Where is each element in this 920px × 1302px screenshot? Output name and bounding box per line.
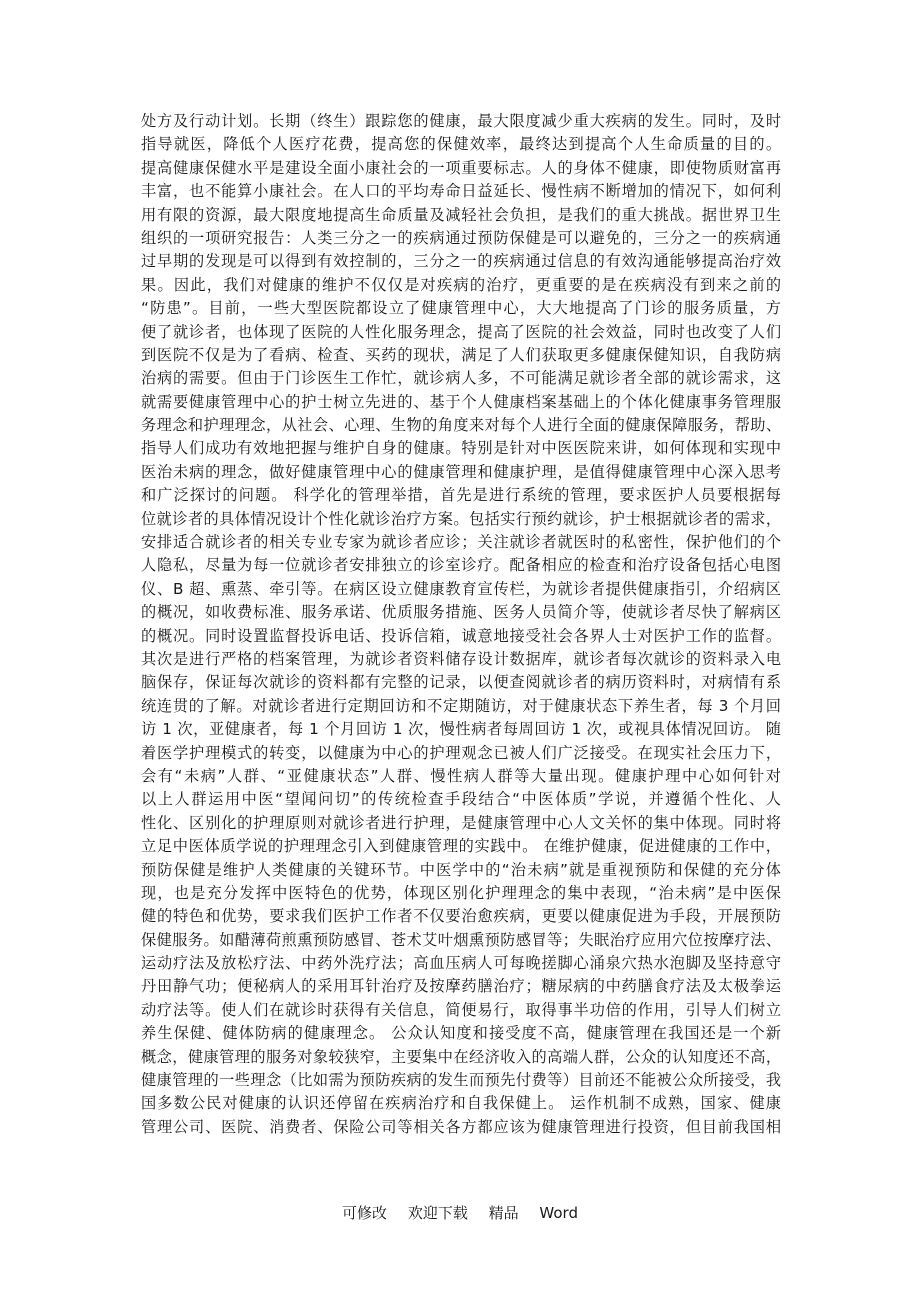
text-line: 动疗法等。使人们在就诊时获得有关信息，简便易行，取得事半功倍的作用，引导人们树立 [141, 1000, 781, 1019]
page-footer [0, 1203, 920, 1223]
text-line: 务理念和护理理念，从社会、心理、生物的角度来对每个人进行全面的健康保障服务，帮助、 [141, 416, 781, 435]
footer-editable-label: 可修改 [342, 1204, 388, 1222]
text-line: 健的特色和优势，要求我们医护工作者不仅要治愈疾病，更要以健康促进为手段，开展预防 [141, 907, 781, 926]
text-line: 健康管理的一些理念（比如需为预防疾病的发生而预先付费等）目前还不能被公众所接受，我 [141, 1071, 781, 1090]
footer-format-label: Word [539, 1204, 578, 1222]
text-line: 统连贯的了解。对就诊者进行定期回访和不定期随访，对于健康状态下养生者，每 3 个月回 [141, 696, 781, 715]
text-line: 丰富，也不能算小康社会。在人口的平均寿命日益延长、慢性病不断增加的情况下，如何利 [141, 182, 781, 201]
text-line: 其次是进行严格的档案管理，为就诊者资料储存设计数据库，就诊者每次就诊的资料录入电 [141, 649, 781, 668]
text-line: 组织的一项研究报告：人类三分之一的疾病通过预防保健是可以避免的，三分之一的疾病通 [141, 228, 781, 247]
text-line: 人隐私，尽量为每一位就诊者安排独立的诊室诊疗。配备相应的检查和治疗设备包括心电图 [141, 556, 781, 575]
text-line: 仪、B 超、熏蒸、牵引等。在病区设立健康教育宣传栏，为就诊者提供健康指引，介绍病区 [141, 579, 781, 598]
text-line: 过早期的发现是可以得到有效控制的，三分之一的疾病通过信息的有效沟通能够提高治疗效 [141, 252, 781, 271]
text-line: 国多数公民对健康的认识还停留在疾病治疗和自我保健上。 运作机制不成熟，国家、健康 [141, 1094, 781, 1113]
text-line: 位就诊者的具体情况设计个性化就诊治疗方案。包括实行预约就诊，护士根据就诊者的需求， [141, 509, 781, 528]
text-line: 便了就诊者，也体现了医院的人性化服务理念，提高了医院的社会效益，同时也改变了人们 [141, 322, 781, 341]
text-line: 运动疗法及放松疗法、中药外洗疗法；高血压病人可每晚搓脚心涌泉穴热水泡脚及坚持意守 [141, 954, 781, 973]
text-line: 以上人群运用中医“望闻问切”的传统检查手段结合“中医体质”学说，并遵循个性化、人 [141, 790, 781, 809]
text-line: 保健服务。如醋薄荷煎熏预防感冒、苍术艾叶烟熏预防感冒等；失眠治疗应用穴位按摩疗法、 [141, 930, 781, 949]
text-line: 脑保存，保证每次就诊的资料都有完整的记录，以便查阅就诊者的病历资料时，对病情有系 [141, 673, 781, 692]
text-line: 处方及行动计划。长期（终生）跟踪您的健康，最大限度减少重大疾病的发生。同时，及时 [141, 112, 781, 130]
text-line: “防患”。目前，一些大型医院都设立了健康管理中心，大大地提高了门诊的服务质量，方 [141, 299, 781, 318]
text-line: 医治未病的理念，做好健康管理中心的健康管理和健康护理，是值得健康管理中心深入思考 [141, 462, 781, 481]
text-line: 访 1 次，亚健康者，每 1 个月回访 1 次，慢性病者每周回访 1 次，或视具体情况回访。 随 [141, 720, 781, 739]
footer-quality-label: 精品 [488, 1204, 519, 1222]
text-line: 的概况。同时设置监督投诉电话、投诉信箱，诚意地接受社会各界人士对医护工作的监督。 [141, 626, 781, 645]
text-line: 和广泛探讨的问题。 科学化的管理举措，首先是进行系统的管理，要求医护人员要根据每 [141, 486, 781, 505]
text-line: 指导就医，降低个人医疗花费，提高您的保健效率，最终达到提高个人生命质量的目的。 [141, 135, 781, 154]
text-line: 着医学护理模式的转变，以健康为中心的护理观念已被人们广泛接受。在现实社会压力下， [141, 743, 781, 762]
text-line: 的概况，如收费标准、服务承诺、优质服务措施、医务人员简介等，使就诊者尽快了解病区 [141, 603, 781, 622]
text-line: 概念，健康管理的服务对象较狭窄，主要集中在经济收入的高端人群，公众的认知度还不高， [141, 1047, 781, 1066]
text-line: 管理公司、医院、消费者、保险公司等相关各方都应该为健康管理进行投资，但目前我国相 [141, 1117, 781, 1136]
text-line: 就需要健康管理中心的护士树立先进的、基于个人健康档案基础上的个体化健康事务管理服 [141, 392, 781, 411]
text-line: 治病的需要。但由于门诊医生工作忙，就诊病人多，不可能满足就诊者全部的就诊需求，这 [141, 369, 781, 388]
text-line: 立足中医体质学说的护理理念引入到健康管理的实践中。 在维护健康，促进健康的工作中， [141, 837, 781, 856]
text-line: 现，也是充分发挥中医特色的优势，体现区别化护理理念的集中表现，“治未病”是中医保 [141, 883, 781, 902]
document-body [141, 110, 781, 1139]
text-line: 会有“未病”人群、“亚健康状态”人群、慢性病人群等大量出现。健康护理中心如何针对 [141, 766, 781, 785]
text-line: 丹田静气功；便秘病人的采用耳针治疗及按摩药膳治疗；糖尿病的中药膳食疗法及太极拳运 [141, 977, 781, 996]
text-line: 指导人们成功有效地把握与维护自身的健康。特别是针对中医医院来讲，如何体现和实现中 [141, 439, 781, 458]
text-line: 安排适合就诊者的相关专业专家为就诊者应诊；关注就诊者就医时的私密性，保护他们的个 [141, 533, 781, 552]
text-line: 养生保健、健体防病的健康理念。 公众认知度和接受度不高，健康管理在我国还是一个新 [141, 1024, 781, 1043]
text-line: 预防保健是维护人类健康的关键环节。中医学中的“治未病”就是重视预防和保健的充分体 [141, 860, 781, 879]
text-line: 提高健康保健水平是建设全面小康社会的一项重要标志。人的身体不健康，即使物质财富再 [141, 158, 781, 177]
text-line: 果。因此，我们对健康的维护不仅仅是对疾病的治疗，更重要的是在疾病没有到来之前的 [141, 275, 781, 294]
text-line: 到医院不仅是为了看病、检查、买药的现状，满足了人们获取更多健康保健知识，自我防病 [141, 345, 781, 364]
text-line: 性化、区别化的护理原则对就诊者进行护理，是健康管理中心人文关怀的集中体现。同时将 [141, 813, 781, 832]
text-line: 用有限的资源，最大限度地提高生命质量及减轻社会负担，是我们的重大挑战。据世界卫生 [141, 205, 781, 224]
footer-download-label: 欢迎下载 [407, 1204, 468, 1222]
